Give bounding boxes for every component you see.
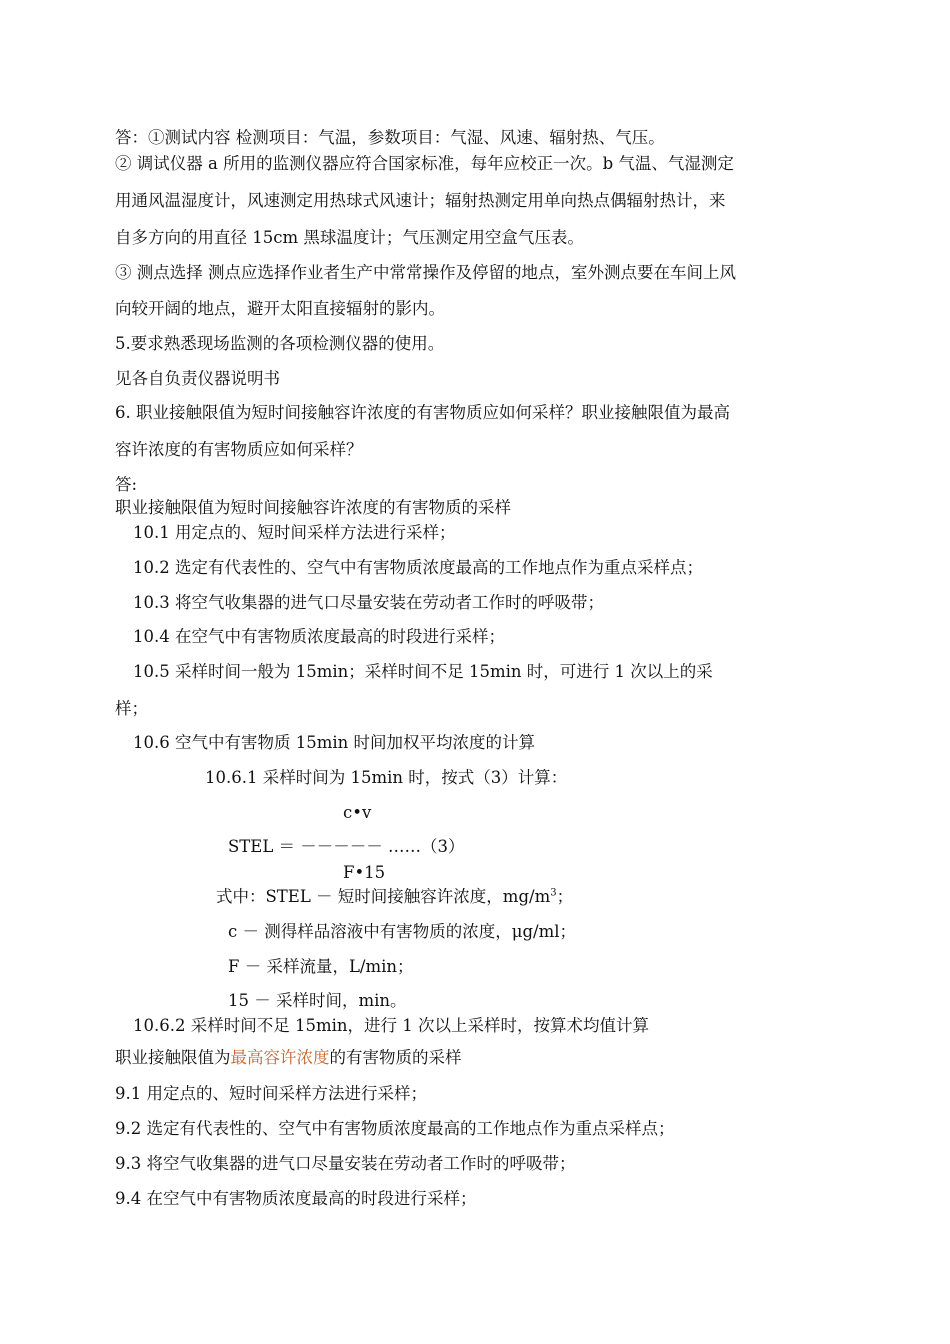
formula-numerator: c•v xyxy=(343,803,372,822)
answer-line-4: 自多方向的用直径 15cm 黑球温度计；气压测定用空盒气压表。 xyxy=(115,228,584,247)
formula-denominator: F•15 xyxy=(343,863,386,882)
item-10-3: 10.3 将空气收集器的进气口尽量安装在劳动者工作时的呼吸带； xyxy=(133,593,604,612)
answer-line-5: ③ 测点选择 测点应选择作业者生产中常常操作及停留的地点，室外测点要在车间上风 xyxy=(115,263,736,282)
item-10-6: 10.6 空气中有害物质 15min 时间加权平均浓度的计算 xyxy=(133,733,536,752)
item-9-2: 9.2 选定有代表性的、空气中有害物质浓度最高的工作地点作为重点采样点； xyxy=(115,1119,675,1138)
answer-line-1: 答：①测试内容 检测项目：气温，参数项目：气湿、风速、辐射热、气压。 xyxy=(115,128,665,147)
item-10-6-2: 10.6.2 采样时间不足 15min，进行 1 次以上采样时，按算术均值计算 xyxy=(133,1016,650,1035)
item-9-3: 9.3 将空气收集器的进气口尽量安装在劳动者工作时的呼吸带； xyxy=(115,1154,576,1173)
item-9-4: 9.4 在空气中有害物质浓度最高的时段进行采样； xyxy=(115,1189,477,1208)
answer-line-6: 向较开阔的地点，避开太阳直接辐射的影内。 xyxy=(115,299,445,318)
item-10-4: 10.4 在空气中有害物质浓度最高的时段进行采样； xyxy=(133,627,505,646)
question-5: 5.要求熟悉现场监测的各项检测仪器的使用。 xyxy=(115,334,445,353)
formula-def-f: F － 采样流量，L/min； xyxy=(228,957,414,976)
question-6-line-1: 6. 职业接触限值为短时间接触容许浓度的有害物质应如何采样？职业接触限值为最高 xyxy=(115,403,730,422)
item-10-6-1: 10.6.1 采样时间为 15min 时，按式（3）计算： xyxy=(205,768,568,787)
item-9-1: 9.1 用定点的、短时间采样方法进行采样； xyxy=(115,1084,427,1103)
answer-line-3: 用通风温湿度计，风速测定用热球式风速计；辐射热测定用单向热点偶辐射热计，来 xyxy=(115,191,726,210)
item-10-2: 10.2 选定有代表性的、空气中有害物质浓度最高的工作地点作为重点采样点； xyxy=(133,558,703,577)
item-10-5-cont: 样； xyxy=(115,699,148,718)
formula-main: STEL ＝ －－－－－ ……（3） xyxy=(228,837,465,856)
formula-def-c: c － 测得样品溶液中有害物质的浓度，μg/ml； xyxy=(228,922,576,941)
answer-label: 答: xyxy=(115,475,138,494)
item-10-1: 10.1 用定点的、短时间采样方法进行采样； xyxy=(133,523,456,542)
answer-line-2: ② 调试仪器 a 所用的监测仪器应符合国家标准，每年应校正一次。b 气温、气湿测定 xyxy=(115,154,734,173)
mac-highlight: 最高容许浓度 xyxy=(230,1048,330,1067)
answer-5: 见各自负责仪器说明书 xyxy=(115,369,280,388)
question-6-line-2: 容许浓度的有害物质应如何采样？ xyxy=(115,440,363,459)
item-10-5: 10.5 采样时间一般为 15min；采样时间不足 15min 时，可进行 1 次以上的采 xyxy=(133,662,713,681)
stel-heading: 职业接触限值为短时间接触容许浓度的有害物质的采样 xyxy=(115,498,511,517)
formula-def-stel: 式中：STEL － 短时间接触容许浓度，$mg/m^3$； xyxy=(216,887,574,906)
mac-heading: 职业接触限值为最高容许浓度的有害物质的采样 xyxy=(115,1048,462,1067)
formula-def-15: 15 － 采样时间，min。 xyxy=(228,991,407,1010)
